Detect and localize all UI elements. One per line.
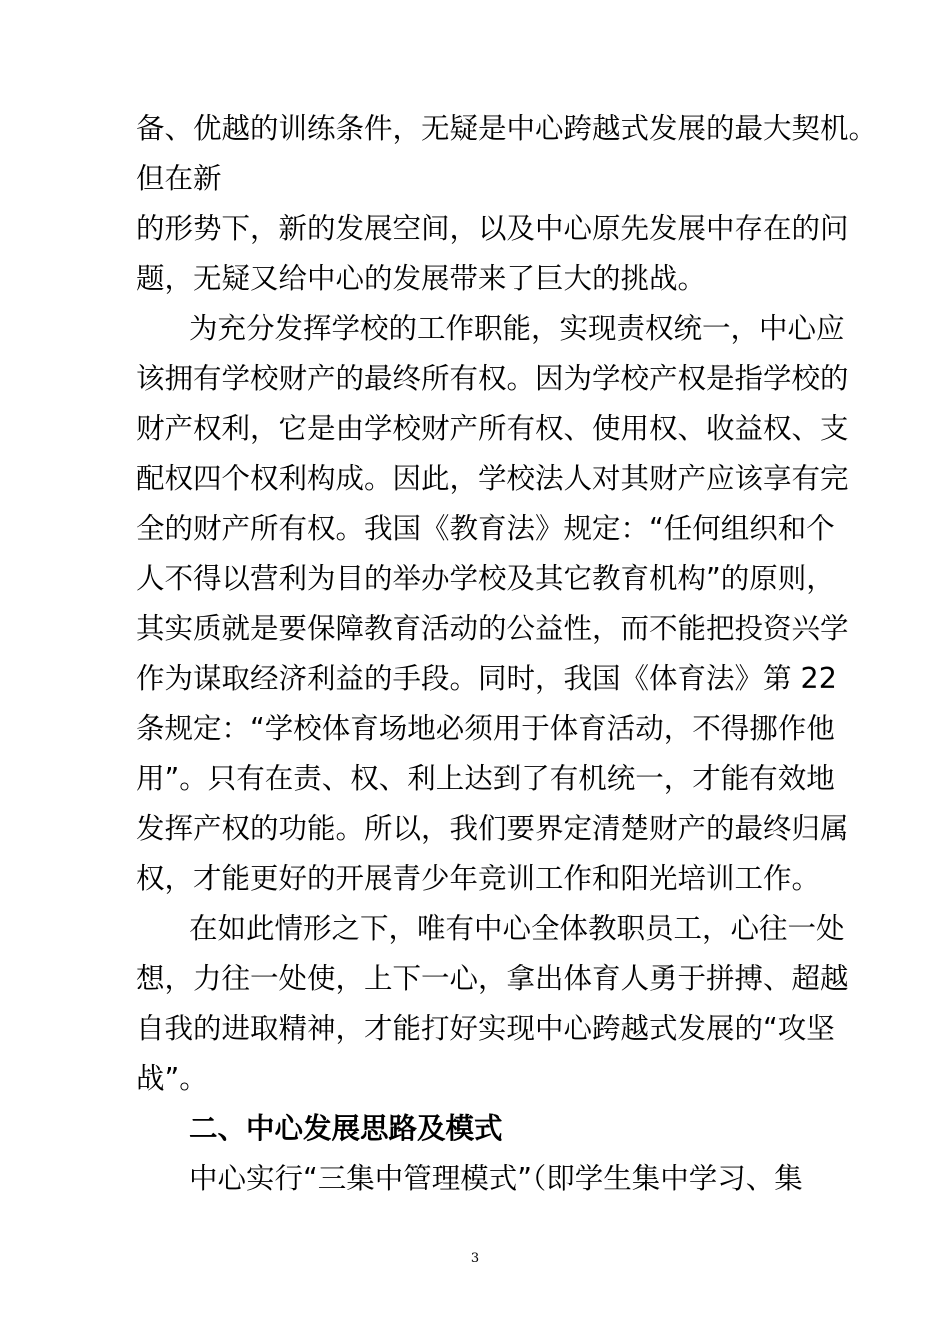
text-line: 备、优越的训练条件，无疑是中心跨越式发展的最大契机。 [136,112,878,145]
text-line: 权，才能更好的开展青少年竞训工作和阳光培训工作。 [136,862,821,895]
text-line: 其实质就是要保障教育活动的公益性，而不能把投资兴学 [136,612,849,645]
paragraph-first-line: 中心实行“三集中管理模式”（即学生集中学习、集 [189,1162,803,1195]
text-line: 用”。只有在责、权、利上达到了有机统一，才能有效地 [136,762,835,795]
text-line: 战”。 [136,1062,208,1095]
text-line: 全的财产所有权。我国《教育法》规定：“任何组织和个 [136,512,835,545]
text-line: 财产权利，它是由学校财产所有权、使用权、收益权、支 [136,412,849,445]
section-heading: 二、中心发展思路及模式 [189,1112,503,1145]
text-line: 发挥产权的功能。所以，我们要界定清楚财产的最终归属 [136,812,849,845]
text-line: 作为谋取经济利益的手段。同时，我国《体育法》第 22 [136,662,837,695]
text-line: 条规定：“学校体育场地必须用于体育活动，不得挪作他 [136,712,835,745]
text-line: 想，力往一处使，上下一心，拿出体育人勇于拼搏、超越 [136,962,849,995]
paragraph-first-line: 为充分发挥学校的工作职能，实现责权统一，中心应 [189,312,845,345]
text-line: 自我的进取精神，才能打好实现中心跨越式发展的“攻坚 [136,1012,835,1045]
text-line: 配权四个权利构成。因此，学校法人对其财产应该享有完 [136,462,849,495]
text-line: 题，无疑又给中心的发展带来了巨大的挑战。 [136,262,707,295]
text-line: 人不得以营利为目的举办学校及其它教育机构”的原则， [136,562,835,595]
page-number: 3 [470,1251,480,1266]
text-line: 该拥有学校财产的最终所有权。因为学校产权是指学校的 [136,362,849,395]
paragraph-first-line: 在如此情形之下，唯有中心全体教职员工，心往一处 [189,912,845,945]
text-line: 的形势下，新的发展空间，以及中心原先发展中存在的问 [136,212,849,245]
text-line: 但在新 [136,162,222,195]
